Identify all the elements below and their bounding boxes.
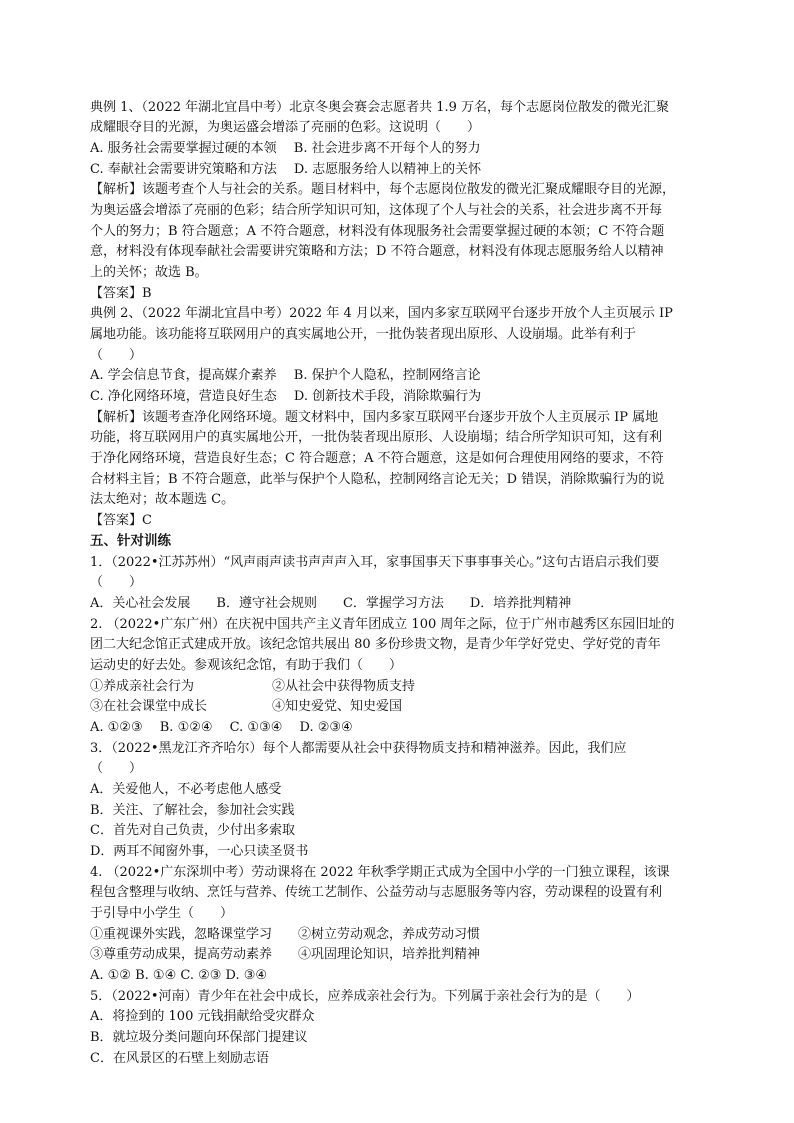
text-line: A. ①② B. ①④ C. ②③ D. ③④ (90, 968, 268, 983)
text-line: A. ①②③ B. ①②④ C. ①③④ D. ②③④ (90, 720, 353, 735)
text-line: 典例 1、（2022 年湖北宜昌中考）北京冬奥会赛会志愿者共 1.9 万名，每个志愿岗位散发的微光汇聚 (90, 100, 670, 115)
text-line: ①重视课外实践，忽略课堂学习 ②树立劳动观念，养成劳动习惯 (90, 927, 481, 942)
option-item: ①养成亲社会行为 (90, 679, 195, 694)
text-line: 2. （2022•广东广州）在庆祝中国共产主义青年团成立 100 周年之际，位于广州市越秀区东园旧址的 (90, 617, 675, 632)
text-line: 成耀眼夺目的光源，为奥运盛会增添了亮丽的色彩。这说明（ ） (90, 120, 481, 135)
text-line: 【解析】该题考查净化网络环境。题文材料中，国内多家互联网平台逐步开放个人主页展示 IP 属地 (90, 410, 659, 425)
text-line: 【解析】该题考查个人与社会的关系。题目材料中，每个志愿岗位散发的微光汇聚成耀眼夺目的光源， (90, 182, 676, 197)
text-line: 运动史的好去处。参观该纪念馆，有助于我们（ ） (90, 658, 403, 673)
text-line: 5．（2022•河南）青少年在社会中成长，应养成亲社会行为。下列属于亲社会行为的是（ ） (90, 989, 640, 1004)
text-line: A. 学会信息节食，提高媒介素养 B. 保护个人隐私，控制网络言论 (90, 368, 481, 383)
text-line: 于引导中小学生（ ） (90, 906, 234, 921)
text-line: C. 净化网络环境，营造良好生态 D. 创新技术手段，消除欺骗行为 (90, 389, 482, 404)
text-line: 上的关怀；故选 B。 (90, 265, 208, 280)
text-line: 合材料主旨；B 不符合题意，此举与保护个人隐私，控制网络言论无关；D 错误，消除欺骗行为的说 (90, 472, 665, 487)
text-line: （ ） (90, 575, 143, 590)
text-line: 团二大纪念馆正式建成开放。该纪念馆共展出 80 多份珍贵文物，是青少年学好党史、学好党的青年 (90, 637, 661, 652)
text-line: 属地功能。该功能将互联网用户的真实属地公开，一批伪装者现出原形、人设崩塌。此举有利于 (90, 327, 637, 342)
text-line: 程包含整理与收纳、烹饪与营养、传统工艺制作、公益劳动与志愿服务等内容，劳动课程的设置有利 (90, 885, 663, 900)
answer-line: 【答案】C (90, 513, 152, 528)
answer-line: 【答案】B (90, 286, 152, 301)
option-item: ④知史爱党、知史爱国 (272, 699, 403, 714)
text-line: 意，材料没有体现奉献社会需要讲究策略和方法；D 不符合题意，材料没有体现志愿服务给人以精神 (90, 244, 664, 259)
text-line: 1．（2022•江苏苏州）“风声雨声读书声声声入耳，家事国事天下事事事关心。”这句古语启示我们要 (90, 555, 660, 570)
text-line: 为奥运盛会增添了亮丽的色彩；结合所学知识可知，这体现了个人与社会的关系，社会进步离不开每 (90, 203, 663, 218)
text-line: B．关注、了解社会，参加社会实践 (90, 803, 295, 818)
text-line: C．首先对自己负责，少付出多索取 (90, 823, 295, 838)
text-line: A．将捡到的 100 元钱捐献给受灾群众 (90, 1009, 315, 1024)
text-line: （ ） (90, 761, 143, 776)
option-item: ②从社会中获得物质支持 (272, 679, 416, 694)
text-line: C. 奉献社会需要讲究策略和方法 D. 志愿服务给人以精神上的关怀 (90, 162, 482, 177)
section-heading: 五、针对训练 (90, 533, 171, 549)
text-line: 功能，将互联网用户的真实属地公开，一批伪装者现出原形、人设崩塌；结合所学知识可知，这有利 (90, 430, 663, 445)
text-line: 典例 2、（2022 年湖北宜昌中考）2022 年 4 月以来，国内多家互联网平台逐步开放个人主页展示 IP (90, 306, 673, 321)
text-line: A．关爱他人，不必考虑他人感受 (90, 782, 282, 797)
text-line: 4. （2022•广东深圳中考）劳动课将在 2022 年秋季学期正式成为全国中小学的一门独立课程，该课 (90, 865, 670, 880)
text-line: A. 服务社会需要掌握过硬的本领 B. 社会进步离不开每个人的努力 (90, 141, 481, 156)
text-line: 于净化网络环境，营造良好生态；C 符合题意；A 不符合题意，这是如何合理使用网络的要求，不符 (90, 451, 664, 466)
text-line: B．就垃圾分类问题向环保部门提建议 (90, 1030, 308, 1045)
text-line: （ ） (90, 348, 143, 363)
text-line: 3．（2022•黑龙江齐齐哈尔）每个人都需要从社会中获得物质支持和精神滋养。因此，我们应 (90, 741, 627, 756)
text-line: D．两耳不闻窗外事，一心只读圣贤书 (90, 844, 309, 859)
text-line: ③尊重劳动成果，提高劳动素养 ④巩固理论知识，培养批判精神 (90, 947, 481, 962)
text-line: 法太绝对；故本题选 C。 (90, 492, 235, 507)
text-line: A．关心社会发展 B．遵守社会规则 C．掌握学习方法 D．培养批判精神 (90, 596, 572, 611)
text-line: C．在风景区的石壁上刻励志语 (90, 1051, 269, 1066)
text-line: 个人的努力；B 符合题意；A 不符合题意，材料没有体现服务社会需要掌握过硬的本领；C 不符合题 (90, 224, 665, 239)
option-item: ③在社会课堂中成长 (90, 699, 208, 714)
